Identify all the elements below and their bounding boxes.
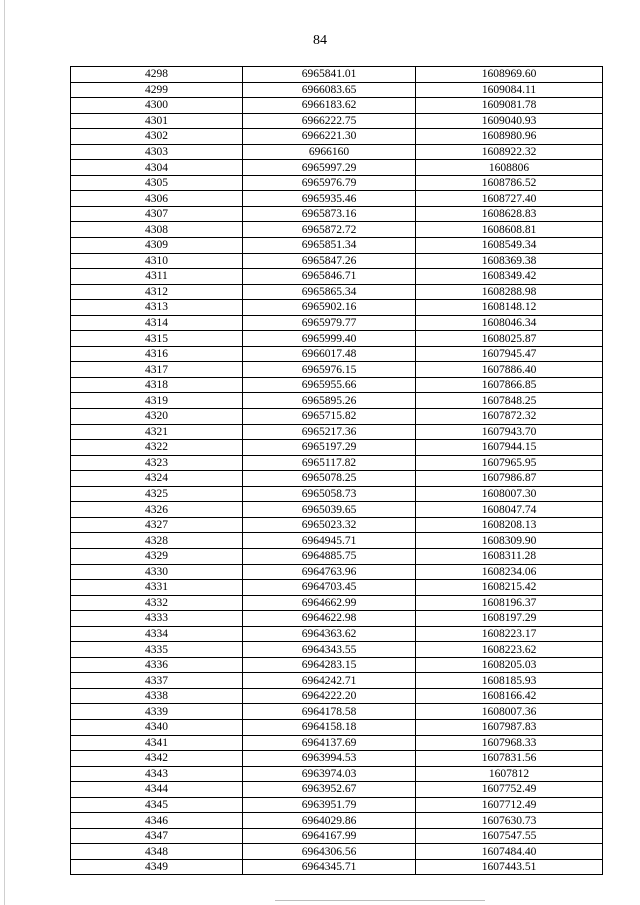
table-row <box>71 688 603 704</box>
table-row <box>71 67 603 83</box>
point-number-cell: 4317 <box>71 362 243 378</box>
x-coordinate-cell: 6964345.71 <box>243 859 416 875</box>
table-row <box>71 828 603 844</box>
y-coordinate-cell: 1607866.85 <box>416 377 603 393</box>
x-coordinate-cell: 6963951.79 <box>243 797 416 813</box>
x-coordinate-cell: 6964622.98 <box>243 611 416 627</box>
x-coordinate-cell: 6965117.82 <box>243 455 416 471</box>
y-coordinate-cell: 1608786.52 <box>416 175 603 191</box>
y-coordinate-cell: 1608311.28 <box>416 548 603 564</box>
point-number-cell: 4316 <box>71 346 243 362</box>
table-row <box>71 844 603 860</box>
point-number-cell: 4324 <box>71 471 243 487</box>
y-coordinate-cell: 1608166.42 <box>416 688 603 704</box>
table-row <box>71 238 603 254</box>
table-row <box>71 362 603 378</box>
bottom-divider <box>275 900 485 901</box>
point-number-cell: 4307 <box>71 206 243 222</box>
x-coordinate-cell: 6965715.82 <box>243 409 416 425</box>
point-number-cell: 4323 <box>71 455 243 471</box>
table-row <box>71 797 603 813</box>
x-coordinate-cell: 6964283.15 <box>243 657 416 673</box>
y-coordinate-cell: 1608288.98 <box>416 284 603 300</box>
y-coordinate-cell: 1607547.55 <box>416 828 603 844</box>
x-coordinate-cell: 6966222.75 <box>243 113 416 129</box>
x-coordinate-cell: 6963974.03 <box>243 766 416 782</box>
x-coordinate-cell: 6964945.71 <box>243 533 416 549</box>
table-row <box>71 471 603 487</box>
y-coordinate-cell: 1608025.87 <box>416 331 603 347</box>
y-coordinate-cell: 1608806 <box>416 160 603 176</box>
point-number-cell: 4348 <box>71 844 243 860</box>
x-coordinate-cell: 6965023.32 <box>243 517 416 533</box>
coordinates-table-body <box>71 67 603 875</box>
y-coordinate-cell: 1607987.83 <box>416 719 603 735</box>
table-row <box>71 269 603 285</box>
x-coordinate-cell: 6964178.58 <box>243 704 416 720</box>
table-row <box>71 98 603 114</box>
y-coordinate-cell: 1607848.25 <box>416 393 603 409</box>
x-coordinate-cell: 6964885.75 <box>243 548 416 564</box>
x-coordinate-cell: 6964343.55 <box>243 642 416 658</box>
y-coordinate-cell: 1608223.62 <box>416 642 603 658</box>
y-coordinate-cell: 1608197.29 <box>416 611 603 627</box>
x-coordinate-cell: 6964158.18 <box>243 719 416 735</box>
table-row <box>71 409 603 425</box>
x-coordinate-cell: 6965955.66 <box>243 377 416 393</box>
x-coordinate-cell: 6965935.46 <box>243 191 416 207</box>
table-row <box>71 440 603 456</box>
point-number-cell: 4321 <box>71 424 243 440</box>
point-number-cell: 4332 <box>71 595 243 611</box>
point-number-cell: 4344 <box>71 782 243 798</box>
table-row <box>71 393 603 409</box>
table-row <box>71 502 603 518</box>
point-number-cell: 4329 <box>71 548 243 564</box>
y-coordinate-cell: 1608922.32 <box>416 144 603 160</box>
table-row <box>71 813 603 829</box>
table-row <box>71 859 603 875</box>
x-coordinate-cell: 6965847.26 <box>243 253 416 269</box>
x-coordinate-cell: 6965846.71 <box>243 269 416 285</box>
table-row <box>71 284 603 300</box>
y-coordinate-cell: 1607944.15 <box>416 440 603 456</box>
x-coordinate-cell: 6966083.65 <box>243 82 416 98</box>
table-row <box>71 782 603 798</box>
y-coordinate-cell: 1608046.34 <box>416 315 603 331</box>
y-coordinate-cell: 1608007.36 <box>416 704 603 720</box>
point-number-cell: 4337 <box>71 673 243 689</box>
table-row <box>71 315 603 331</box>
x-coordinate-cell: 6964222.20 <box>243 688 416 704</box>
table-row <box>71 377 603 393</box>
y-coordinate-cell: 1608205.03 <box>416 657 603 673</box>
coordinates-table <box>70 66 603 875</box>
point-number-cell: 4325 <box>71 486 243 502</box>
x-coordinate-cell: 6964306.56 <box>243 844 416 860</box>
y-coordinate-cell: 1608185.93 <box>416 673 603 689</box>
y-coordinate-cell: 1608007.30 <box>416 486 603 502</box>
point-number-cell: 4341 <box>71 735 243 751</box>
point-number-cell: 4342 <box>71 751 243 767</box>
y-coordinate-cell: 1608608.81 <box>416 222 603 238</box>
table-row <box>71 160 603 176</box>
table-row <box>71 113 603 129</box>
point-number-cell: 4338 <box>71 688 243 704</box>
table-row <box>71 564 603 580</box>
table-row <box>71 300 603 316</box>
x-coordinate-cell: 6965895.26 <box>243 393 416 409</box>
point-number-cell: 4302 <box>71 129 243 145</box>
x-coordinate-cell: 6965999.40 <box>243 331 416 347</box>
point-number-cell: 4326 <box>71 502 243 518</box>
table-row <box>71 253 603 269</box>
x-coordinate-cell: 6965197.29 <box>243 440 416 456</box>
table-row <box>71 129 603 145</box>
x-coordinate-cell: 6965039.65 <box>243 502 416 518</box>
x-coordinate-cell: 6965873.16 <box>243 206 416 222</box>
table-row <box>71 222 603 238</box>
x-coordinate-cell: 6964137.69 <box>243 735 416 751</box>
y-coordinate-cell: 1608727.40 <box>416 191 603 207</box>
table-row <box>71 766 603 782</box>
y-coordinate-cell: 1607968.33 <box>416 735 603 751</box>
y-coordinate-cell: 1608969.60 <box>416 67 603 83</box>
y-coordinate-cell: 1608148.12 <box>416 300 603 316</box>
table-row <box>71 486 603 502</box>
point-number-cell: 4336 <box>71 657 243 673</box>
y-coordinate-cell: 1608628.83 <box>416 206 603 222</box>
point-number-cell: 4331 <box>71 580 243 596</box>
y-coordinate-cell: 1607945.47 <box>416 346 603 362</box>
table-row <box>71 144 603 160</box>
y-coordinate-cell: 1608196.37 <box>416 595 603 611</box>
x-coordinate-cell: 6965865.34 <box>243 284 416 300</box>
point-number-cell: 4301 <box>71 113 243 129</box>
table-row <box>71 673 603 689</box>
x-coordinate-cell: 6963994.53 <box>243 751 416 767</box>
x-coordinate-cell: 6964763.96 <box>243 564 416 580</box>
page-number: 84 <box>313 33 327 48</box>
table-row <box>71 82 603 98</box>
x-coordinate-cell: 6964703.45 <box>243 580 416 596</box>
x-coordinate-cell: 6965976.79 <box>243 175 416 191</box>
point-number-cell: 4346 <box>71 813 243 829</box>
table-row <box>71 657 603 673</box>
point-number-cell: 4334 <box>71 626 243 642</box>
y-coordinate-cell: 1607630.73 <box>416 813 603 829</box>
x-coordinate-cell: 6965851.34 <box>243 238 416 254</box>
y-coordinate-cell: 1608369.38 <box>416 253 603 269</box>
point-number-cell: 4315 <box>71 331 243 347</box>
point-number-cell: 4309 <box>71 238 243 254</box>
y-coordinate-cell: 1608234.06 <box>416 564 603 580</box>
point-number-cell: 4319 <box>71 393 243 409</box>
y-coordinate-cell: 1607872.32 <box>416 409 603 425</box>
y-coordinate-cell: 1609081.78 <box>416 98 603 114</box>
point-number-cell: 4343 <box>71 766 243 782</box>
x-coordinate-cell: 6965976.15 <box>243 362 416 378</box>
x-coordinate-cell: 6965979.77 <box>243 315 416 331</box>
y-coordinate-cell: 1607965.95 <box>416 455 603 471</box>
x-coordinate-cell: 6963952.67 <box>243 782 416 798</box>
table-row <box>71 548 603 564</box>
y-coordinate-cell: 1608349.42 <box>416 269 603 285</box>
point-number-cell: 4311 <box>71 269 243 285</box>
point-number-cell: 4349 <box>71 859 243 875</box>
y-coordinate-cell: 1608549.34 <box>416 238 603 254</box>
x-coordinate-cell: 6965841.01 <box>243 67 416 83</box>
x-coordinate-cell: 6965902.16 <box>243 300 416 316</box>
table-row <box>71 346 603 362</box>
table-row <box>71 595 603 611</box>
table-row <box>71 626 603 642</box>
point-number-cell: 4347 <box>71 828 243 844</box>
point-number-cell: 4322 <box>71 440 243 456</box>
y-coordinate-cell: 1608309.90 <box>416 533 603 549</box>
point-number-cell: 4306 <box>71 191 243 207</box>
table-row <box>71 533 603 549</box>
y-coordinate-cell: 1607886.40 <box>416 362 603 378</box>
x-coordinate-cell: 6964167.99 <box>243 828 416 844</box>
table-row <box>71 455 603 471</box>
point-number-cell: 4320 <box>71 409 243 425</box>
x-coordinate-cell: 6966160 <box>243 144 416 160</box>
table-row <box>71 751 603 767</box>
table-row <box>71 611 603 627</box>
y-coordinate-cell: 1607443.51 <box>416 859 603 875</box>
x-coordinate-cell: 6966221.30 <box>243 129 416 145</box>
y-coordinate-cell: 1608980.96 <box>416 129 603 145</box>
point-number-cell: 4340 <box>71 719 243 735</box>
y-coordinate-cell: 1607943.70 <box>416 424 603 440</box>
y-coordinate-cell: 1607484.40 <box>416 844 603 860</box>
table-row <box>71 517 603 533</box>
y-coordinate-cell: 1608208.13 <box>416 517 603 533</box>
point-number-cell: 4318 <box>71 377 243 393</box>
y-coordinate-cell: 1609084.11 <box>416 82 603 98</box>
point-number-cell: 4313 <box>71 300 243 316</box>
x-coordinate-cell: 6965997.29 <box>243 160 416 176</box>
y-coordinate-cell: 1607712.49 <box>416 797 603 813</box>
x-coordinate-cell: 6964363.62 <box>243 626 416 642</box>
y-coordinate-cell: 1609040.93 <box>416 113 603 129</box>
table-row <box>71 580 603 596</box>
point-number-cell: 4308 <box>71 222 243 238</box>
point-number-cell: 4312 <box>71 284 243 300</box>
table-row <box>71 424 603 440</box>
point-number-cell: 4310 <box>71 253 243 269</box>
y-coordinate-cell: 1608047.74 <box>416 502 603 518</box>
y-coordinate-cell: 1608223.17 <box>416 626 603 642</box>
y-coordinate-cell: 1607831.56 <box>416 751 603 767</box>
x-coordinate-cell: 6964242.71 <box>243 673 416 689</box>
table-row <box>71 642 603 658</box>
y-coordinate-cell: 1608215.42 <box>416 580 603 596</box>
point-number-cell: 4305 <box>71 175 243 191</box>
point-number-cell: 4330 <box>71 564 243 580</box>
x-coordinate-cell: 6965872.72 <box>243 222 416 238</box>
point-number-cell: 4333 <box>71 611 243 627</box>
point-number-cell: 4339 <box>71 704 243 720</box>
y-coordinate-cell: 1607812 <box>416 766 603 782</box>
table-row <box>71 735 603 751</box>
table-row <box>71 191 603 207</box>
point-number-cell: 4303 <box>71 144 243 160</box>
table-row <box>71 206 603 222</box>
x-coordinate-cell: 6965058.73 <box>243 486 416 502</box>
point-number-cell: 4304 <box>71 160 243 176</box>
x-coordinate-cell: 6965078.25 <box>243 471 416 487</box>
point-number-cell: 4345 <box>71 797 243 813</box>
point-number-cell: 4299 <box>71 82 243 98</box>
point-number-cell: 4335 <box>71 642 243 658</box>
x-coordinate-cell: 6966183.62 <box>243 98 416 114</box>
x-coordinate-cell: 6964029.86 <box>243 813 416 829</box>
point-number-cell: 4328 <box>71 533 243 549</box>
y-coordinate-cell: 1607986.87 <box>416 471 603 487</box>
point-number-cell: 4314 <box>71 315 243 331</box>
table-row <box>71 331 603 347</box>
x-coordinate-cell: 6966017.48 <box>243 346 416 362</box>
x-coordinate-cell: 6965217.36 <box>243 424 416 440</box>
point-number-cell: 4327 <box>71 517 243 533</box>
table-row <box>71 719 603 735</box>
table-row <box>71 175 603 191</box>
point-number-cell: 4300 <box>71 98 243 114</box>
x-coordinate-cell: 6964662.99 <box>243 595 416 611</box>
y-coordinate-cell: 1607752.49 <box>416 782 603 798</box>
page-edge <box>4 0 5 905</box>
table-row <box>71 704 603 720</box>
point-number-cell: 4298 <box>71 67 243 83</box>
